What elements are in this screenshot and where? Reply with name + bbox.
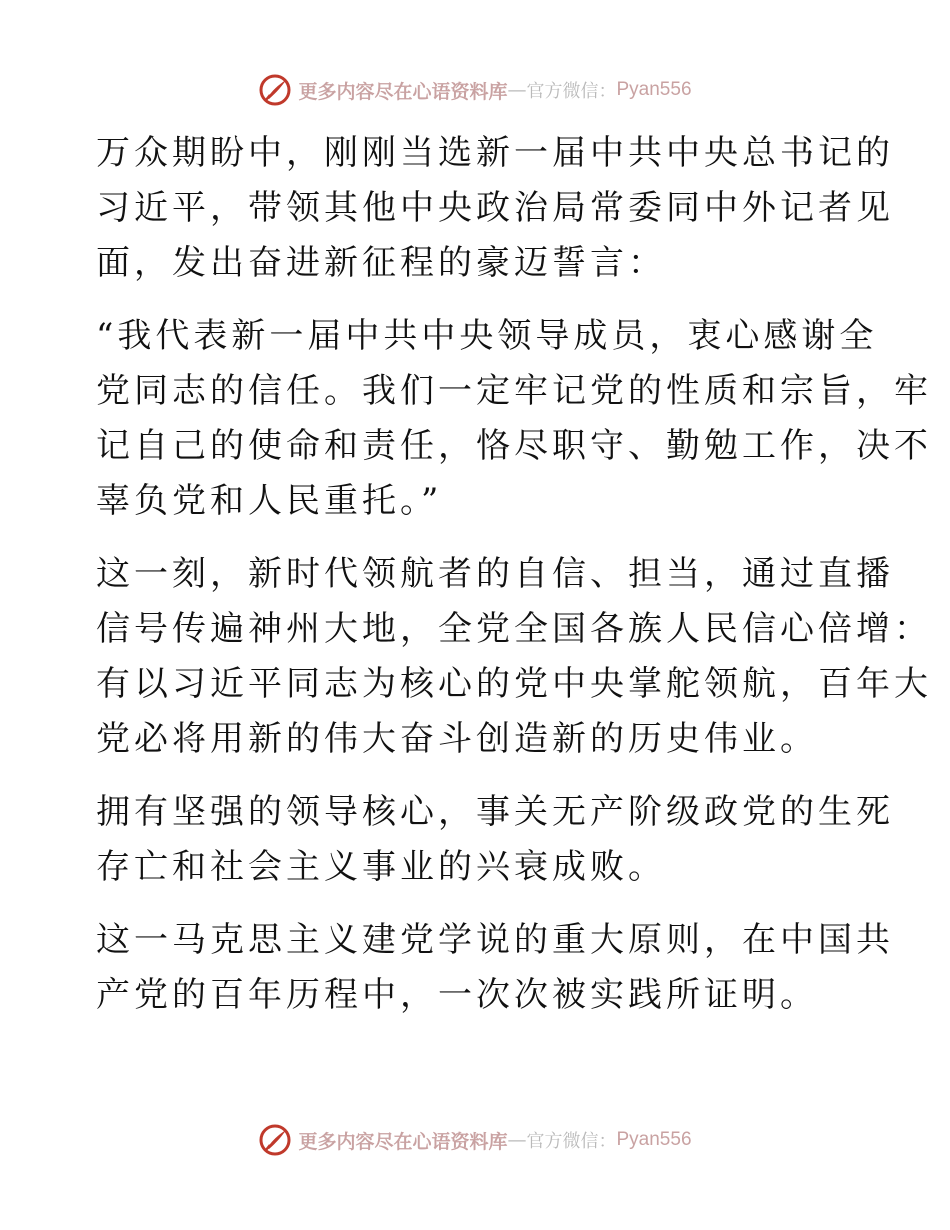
quill-logo-icon xyxy=(258,73,292,107)
text-line: 存亡和社会主义事业的兴衰成败。 xyxy=(96,847,666,887)
text-line: 辜负党和人民重托。” xyxy=(96,481,443,521)
watermark-label: 官方微信： xyxy=(526,81,617,102)
header-watermark xyxy=(0,70,950,110)
watermark-separator: — xyxy=(507,1129,527,1151)
watermark-wechat-id: Pyan556 xyxy=(616,79,692,100)
text-line: 这一刻，新时代领航者的自信、担当，通过直播 xyxy=(96,554,894,594)
text-line: 这一马克思主义建党学说的重大原则，在中国共 xyxy=(96,920,894,960)
text-line: 万众期盼中，刚刚当选新一届中共中央总书记的 xyxy=(96,133,894,173)
paragraph xyxy=(96,785,894,895)
footer-watermark xyxy=(0,1120,950,1160)
paragraph xyxy=(96,913,894,1023)
text-line: “我代表新一届中共中央领导成员，衷心感谢全 xyxy=(96,316,878,356)
text-line: 党必将用新的伟大奋斗创造新的历史伟业。 xyxy=(96,719,818,759)
text-line: 信号传遍神州大地，全党全国各族人民信心倍增： xyxy=(96,609,932,649)
text-line: 党同志的信任。我们一定牢记党的性质和宗旨，牢 xyxy=(96,371,932,411)
watermark-main-text: 更多内容尽在心语资料库 xyxy=(298,1130,508,1153)
text-line: 拥有坚强的领导核心，事关无产阶级政党的生死 xyxy=(96,792,894,832)
text-line: 面，发出奋进新征程的豪迈誓言： xyxy=(96,243,666,283)
paragraph xyxy=(96,309,932,529)
watermark-main-text: 更多内容尽在心语资料库 xyxy=(298,80,508,103)
paragraph xyxy=(96,126,894,291)
watermark-wechat-id: Pyan556 xyxy=(616,1129,692,1150)
text-line: 习近平，带领其他中央政治局常委同中外记者见 xyxy=(96,188,894,228)
watermark-separator: — xyxy=(507,79,527,101)
article-body xyxy=(96,126,932,1041)
text-line: 有以习近平同志为核心的党中央掌舵领航，百年大 xyxy=(96,664,932,704)
text-line: 产党的百年历程中，一次次被实践所证明。 xyxy=(96,975,818,1015)
text-line: 记自己的使命和责任，恪尽职守、勤勉工作，决不 xyxy=(96,426,932,466)
quill-logo-icon xyxy=(258,1123,292,1157)
paragraph xyxy=(96,547,932,767)
watermark-label: 官方微信： xyxy=(526,1131,617,1152)
